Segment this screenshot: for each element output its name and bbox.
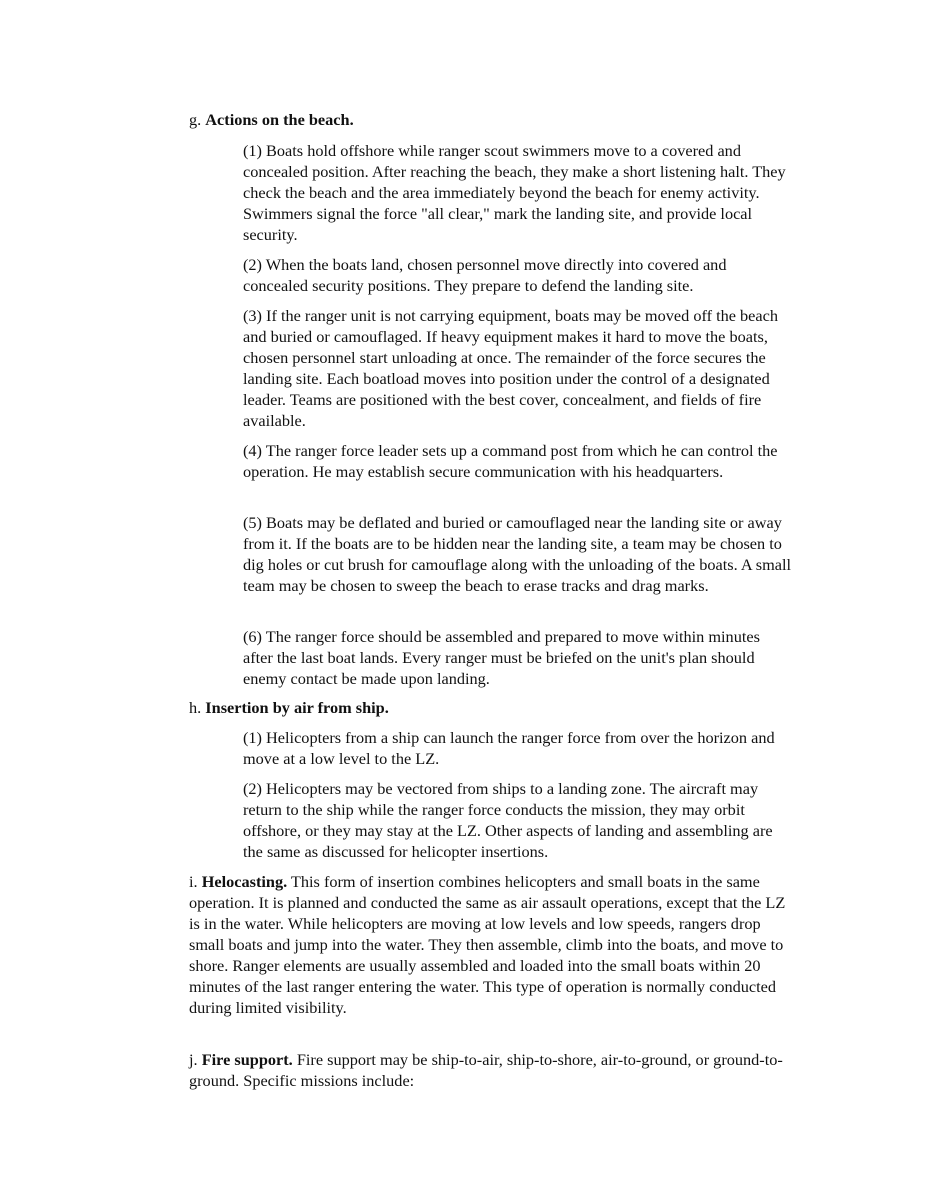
section-title: Fire support. <box>201 1050 293 1069</box>
section-letter: g. <box>189 110 202 129</box>
section-letter: h. <box>189 698 202 717</box>
section-title: Insertion by air from ship. <box>205 698 389 717</box>
section-letter: i. <box>189 872 198 891</box>
paragraph-g-3: (3) If the ranger unit is not carrying equipment, boats may be moved off the beach and buried or camouflaged. If heavy equipment makes it hard to move the boats, chosen personnel start unloading at once. The remainder of the force secures the landing site. Each boatload moves into position under the control of a designated leader. Teams are positioned with the best cover, concealment, and fields of fire available. <box>243 306 778 430</box>
section-body: Fire support may be ship-to-air, ship-to-shore, air-to-ground, or ground-to-ground. Specific missions include: <box>189 1050 783 1090</box>
paragraph-h-1: (1) Helicopters from a ship can launch the ranger force from over the horizon and move at a low level to the LZ. <box>243 728 775 768</box>
section-j-paragraph <box>189 1049 789 1091</box>
section-letter: j. <box>189 1050 198 1069</box>
paragraph-h-2: (2) Helicopters may be vectored from ships to a landing zone. The aircraft may return to the ship while the ranger force conducts the mission, they may orbit offshore, or they may stay at the LZ. Other aspects of landing and assembling are the same as discussed for helicopter insertions. <box>243 779 773 861</box>
section-title: Helocasting. <box>201 872 288 891</box>
paragraph-g-5: (5) Boats may be deflated and buried or camouflaged near the landing site or away from it. If the boats are to be hidden near the landing site, a team may be chosen to dig holes or cut brush for camouflage along with the unloading of the boats. A small team may be chosen to sweep the beach to erase tracks and drag marks. <box>243 513 792 595</box>
paragraph-g-6: (6) The ranger force should be assembled and prepared to move within minutes after the last boat lands. Every ranger must be briefed on the unit's plan should enemy contact be made upon landing. <box>243 627 760 688</box>
section-g-heading <box>189 109 799 130</box>
paragraph-g-4: (4) The ranger force leader sets up a command post from which he can control the operation. He may establish secure communication with his headquarters. <box>243 441 778 481</box>
paragraph-g-2: (2) When the boats land, chosen personnel move directly into covered and concealed security positions. They prepare to defend the landing site. <box>243 255 727 295</box>
section-title: Actions on the beach. <box>205 110 354 129</box>
paragraph-g-1: (1) Boats hold offshore while ranger scout swimmers move to a covered and concealed position. After reaching the beach, they make a short listening halt. They check the beach and the area immediately beyond the beach for enemy activity. Swimmers signal the force "all clear," mark the landing site, and provide local security. <box>243 141 786 244</box>
section-h-heading <box>189 697 799 718</box>
section-body: This form of insertion combines helicopters and small boats in the same operation. It is planned and conducted the same as air assault operations, except that the LZ is in the water. While helicopters are moving at low levels and low speeds, rangers drop small boats and jump into the water. They then assemble, climb into the boats, and move to shore. Ranger elements are usually assembled and loaded into the small boats within 20 minutes of the last ranger entering the water. This type of operation is normally conducted during limited visibility. <box>189 872 786 1017</box>
section-i-paragraph <box>189 871 789 1018</box>
